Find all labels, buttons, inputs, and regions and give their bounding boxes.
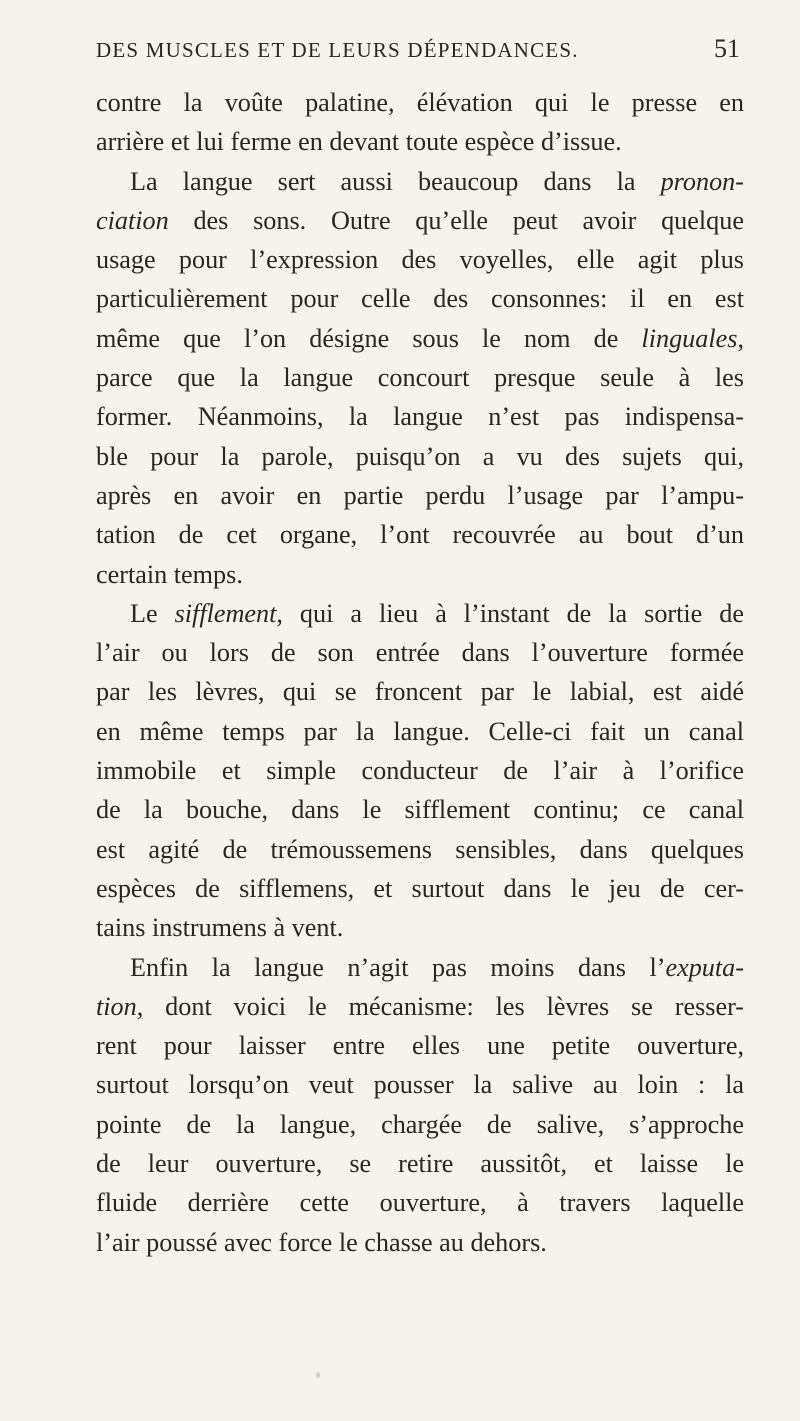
text-line xyxy=(96,751,744,790)
text-run: usage pour l’expression des voyelles, elle agit plus xyxy=(96,245,744,275)
text-line xyxy=(96,279,744,318)
body-text xyxy=(96,83,744,1262)
text-run: ble pour la parole, puisqu’on a vu des sujets qui, xyxy=(96,441,744,471)
text-line xyxy=(96,1026,744,1065)
paragraph xyxy=(96,594,744,948)
text-line xyxy=(96,162,744,201)
text-line xyxy=(96,397,744,436)
paragraph xyxy=(96,83,744,162)
text-line xyxy=(96,476,744,515)
text-run: de leur ouverture, se retire aussitôt, et laisse le xyxy=(96,1149,744,1179)
text-line xyxy=(96,358,744,397)
paper-speck xyxy=(316,1372,320,1378)
paragraph xyxy=(96,162,744,594)
text-run: certain temps. xyxy=(96,559,243,589)
text-run: pointe de la langue, chargée de salive, s’approche xyxy=(96,1109,744,1139)
text-line xyxy=(96,240,744,279)
text-run: fluide derrière cette ouverture, à travers laquelle xyxy=(96,1188,744,1218)
text-run: immobile et simple conducteur de l’air à l’orifice xyxy=(96,756,744,786)
running-header xyxy=(96,34,740,68)
text-run: est agité de trémoussemens sensibles, dans quelques xyxy=(96,834,744,864)
text-run: parce que la langue concourt presque seule à les xyxy=(96,363,744,393)
text-run: l’air poussé avec force le chasse au dehors. xyxy=(96,1227,547,1257)
text-line xyxy=(96,1183,744,1222)
text-line xyxy=(96,515,744,554)
text-run: former. Néanmoins, la langue n’est pas indispensa- xyxy=(96,402,744,432)
text-line xyxy=(96,1223,744,1262)
text-line xyxy=(96,1065,744,1104)
text-run: des sons. Outre qu’elle peut avoir quelque xyxy=(168,205,744,235)
text-run: Le xyxy=(130,598,175,628)
text-run: tation de cet organe, l’ont recouvrée au bout d’un xyxy=(96,520,744,550)
italic-term: linguales xyxy=(641,323,738,353)
text-line xyxy=(96,712,744,751)
text-run: tains instrumens à vent. xyxy=(96,913,344,943)
text-line xyxy=(96,1144,744,1183)
text-run: , qui a lieu à l’instant de la sortie de xyxy=(276,598,744,628)
text-run: contre la voûte palatine, élévation qui le presse en xyxy=(96,88,744,117)
text-line xyxy=(96,987,744,1026)
text-line xyxy=(96,830,744,869)
text-line xyxy=(96,83,744,122)
page-number: 51 xyxy=(714,34,740,63)
text-line xyxy=(96,948,744,987)
text-line xyxy=(96,1105,744,1144)
text-run: La langue sert aussi beaucoup dans la xyxy=(130,166,661,196)
text-run: même que l’on désigne sous le nom de xyxy=(96,323,642,353)
text-run: après en avoir en partie perdu l’usage par l’ampu- xyxy=(96,480,744,510)
text-line xyxy=(96,908,744,947)
text-line xyxy=(96,201,744,240)
text-run: surtout lorsqu’on veut pousser la salive au loin : la xyxy=(96,1070,744,1100)
text-run: , xyxy=(737,323,744,353)
text-line xyxy=(96,437,744,476)
italic-term: exputa- xyxy=(665,952,744,982)
italic-term: sifflement xyxy=(174,598,277,628)
text-run: rent pour laisser entre elles une petite ouverture, xyxy=(96,1031,744,1061)
running-title: DES MUSCLES ET DE LEURS DÉPENDANCES. xyxy=(96,38,579,62)
text-line xyxy=(96,633,744,672)
text-line xyxy=(96,790,744,829)
text-run: l’air ou lors de son entrée dans l’ouverture formée xyxy=(96,638,744,668)
text-run: particulièrement pour celle des consonnes: il en est xyxy=(96,284,744,314)
italic-term: tion xyxy=(96,991,137,1021)
paragraph xyxy=(96,948,744,1262)
text-line xyxy=(96,594,744,633)
text-line xyxy=(96,319,744,358)
text-run: , dont voici le mécanisme: les lèvres se resser- xyxy=(136,991,744,1021)
italic-term: pronon- xyxy=(660,166,744,196)
text-line xyxy=(96,555,744,594)
text-run: par les lèvres, qui se froncent par le labial, est aidé xyxy=(96,677,744,707)
text-run: Enfin la langue n’agit pas moins dans l’ xyxy=(130,952,666,982)
text-run: de la bouche, dans le sifflement continu; ce canal xyxy=(96,795,744,825)
text-line xyxy=(96,672,744,711)
text-line xyxy=(96,122,744,161)
italic-term: ciation xyxy=(96,205,169,235)
text-run: espèces de sifflemens, et surtout dans le jeu de cer- xyxy=(96,873,744,903)
text-run: arrière et lui ferme en devant toute espèce d’issue. xyxy=(96,127,622,157)
text-run: en même temps par la langue. Celle-ci fait un canal xyxy=(96,716,744,746)
text-line xyxy=(96,869,744,908)
